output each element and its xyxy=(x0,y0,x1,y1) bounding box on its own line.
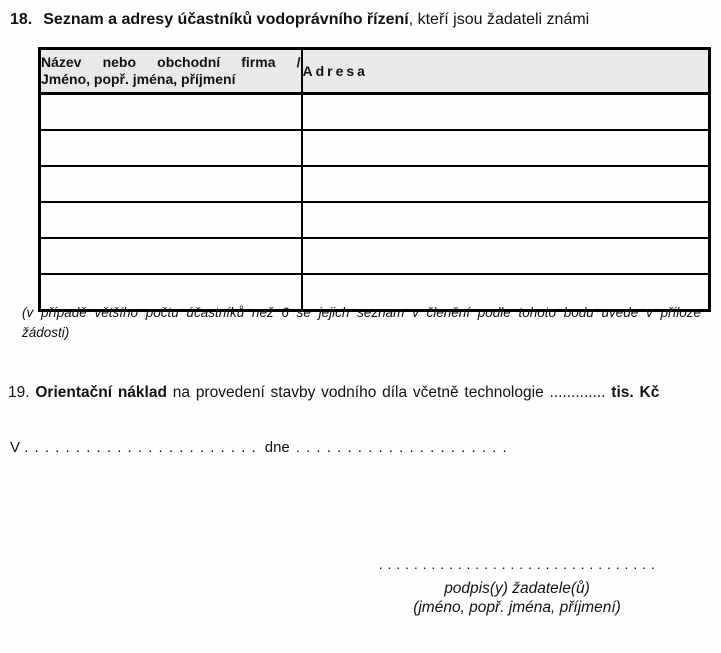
cell-name xyxy=(40,130,302,166)
cell-name xyxy=(40,202,302,238)
cell-name xyxy=(40,238,302,274)
column-header-name xyxy=(40,49,302,94)
item-19-dotted-leader: ............. xyxy=(549,384,606,401)
item-19-unit: tis. Kč xyxy=(611,384,660,401)
participants-table xyxy=(38,47,711,312)
cell-address xyxy=(302,202,710,238)
header-row xyxy=(40,49,710,94)
table-row xyxy=(40,202,710,238)
heading-18-subtitle: , kteří jsou žadateli známi xyxy=(408,11,590,28)
cell-name xyxy=(40,94,302,131)
cell-address xyxy=(302,238,710,274)
heading-18-number: 18. xyxy=(10,11,33,28)
date-dotted-line: . . . . . . . . . . . . . . . . . . . . . xyxy=(295,439,508,456)
column-header-address: Adresa xyxy=(302,49,710,94)
cell-address xyxy=(302,166,710,202)
heading-item-18 xyxy=(10,10,711,30)
signature-caption-line1: podpis(y) žadatele(ů) xyxy=(444,580,590,597)
table-row xyxy=(40,130,710,166)
participants-table-header xyxy=(40,49,710,94)
cell-address xyxy=(302,94,710,131)
cell-name xyxy=(40,166,302,202)
place-date-line xyxy=(10,439,508,456)
note-more-participants: (v případě většího počtu účastníků než 6 se jejich seznam v členění podle tohoto bodu uvede v příloze žádosti) xyxy=(22,305,701,340)
date-label: dne xyxy=(264,439,290,456)
signature-dotted-line: . . . . . . . . . . . . . . . . . . . . . . . . . . . . . . . . xyxy=(378,556,656,572)
table-row xyxy=(40,94,710,131)
participants-table-body xyxy=(40,94,710,311)
place-prefix: V xyxy=(10,439,21,456)
item-19-label: Orientační náklad xyxy=(35,384,167,401)
signature-caption-line2: (jméno, popř. jména, příjmení) xyxy=(413,598,621,616)
cell-address xyxy=(302,130,710,166)
place-dotted-line: . . . . . . . . . . . . . . . . . . . . . . . xyxy=(24,439,257,456)
signature-caption xyxy=(362,580,672,617)
table-row xyxy=(40,166,710,202)
column-header-name-line1: Název nebo obchodní firma / xyxy=(41,54,301,70)
item-19-number: 19. xyxy=(8,384,30,401)
heading-18-title: Seznam a adresy účastníků vodoprávního řízení xyxy=(43,11,409,28)
signature-block xyxy=(362,557,672,617)
column-header-name-line2: Jméno, popř. jména, příjmení xyxy=(41,71,236,87)
item-19-line xyxy=(8,383,714,402)
item-19-text: na provedení stavby vodního díla včetně technologie xyxy=(172,384,544,401)
table-row xyxy=(40,238,710,274)
